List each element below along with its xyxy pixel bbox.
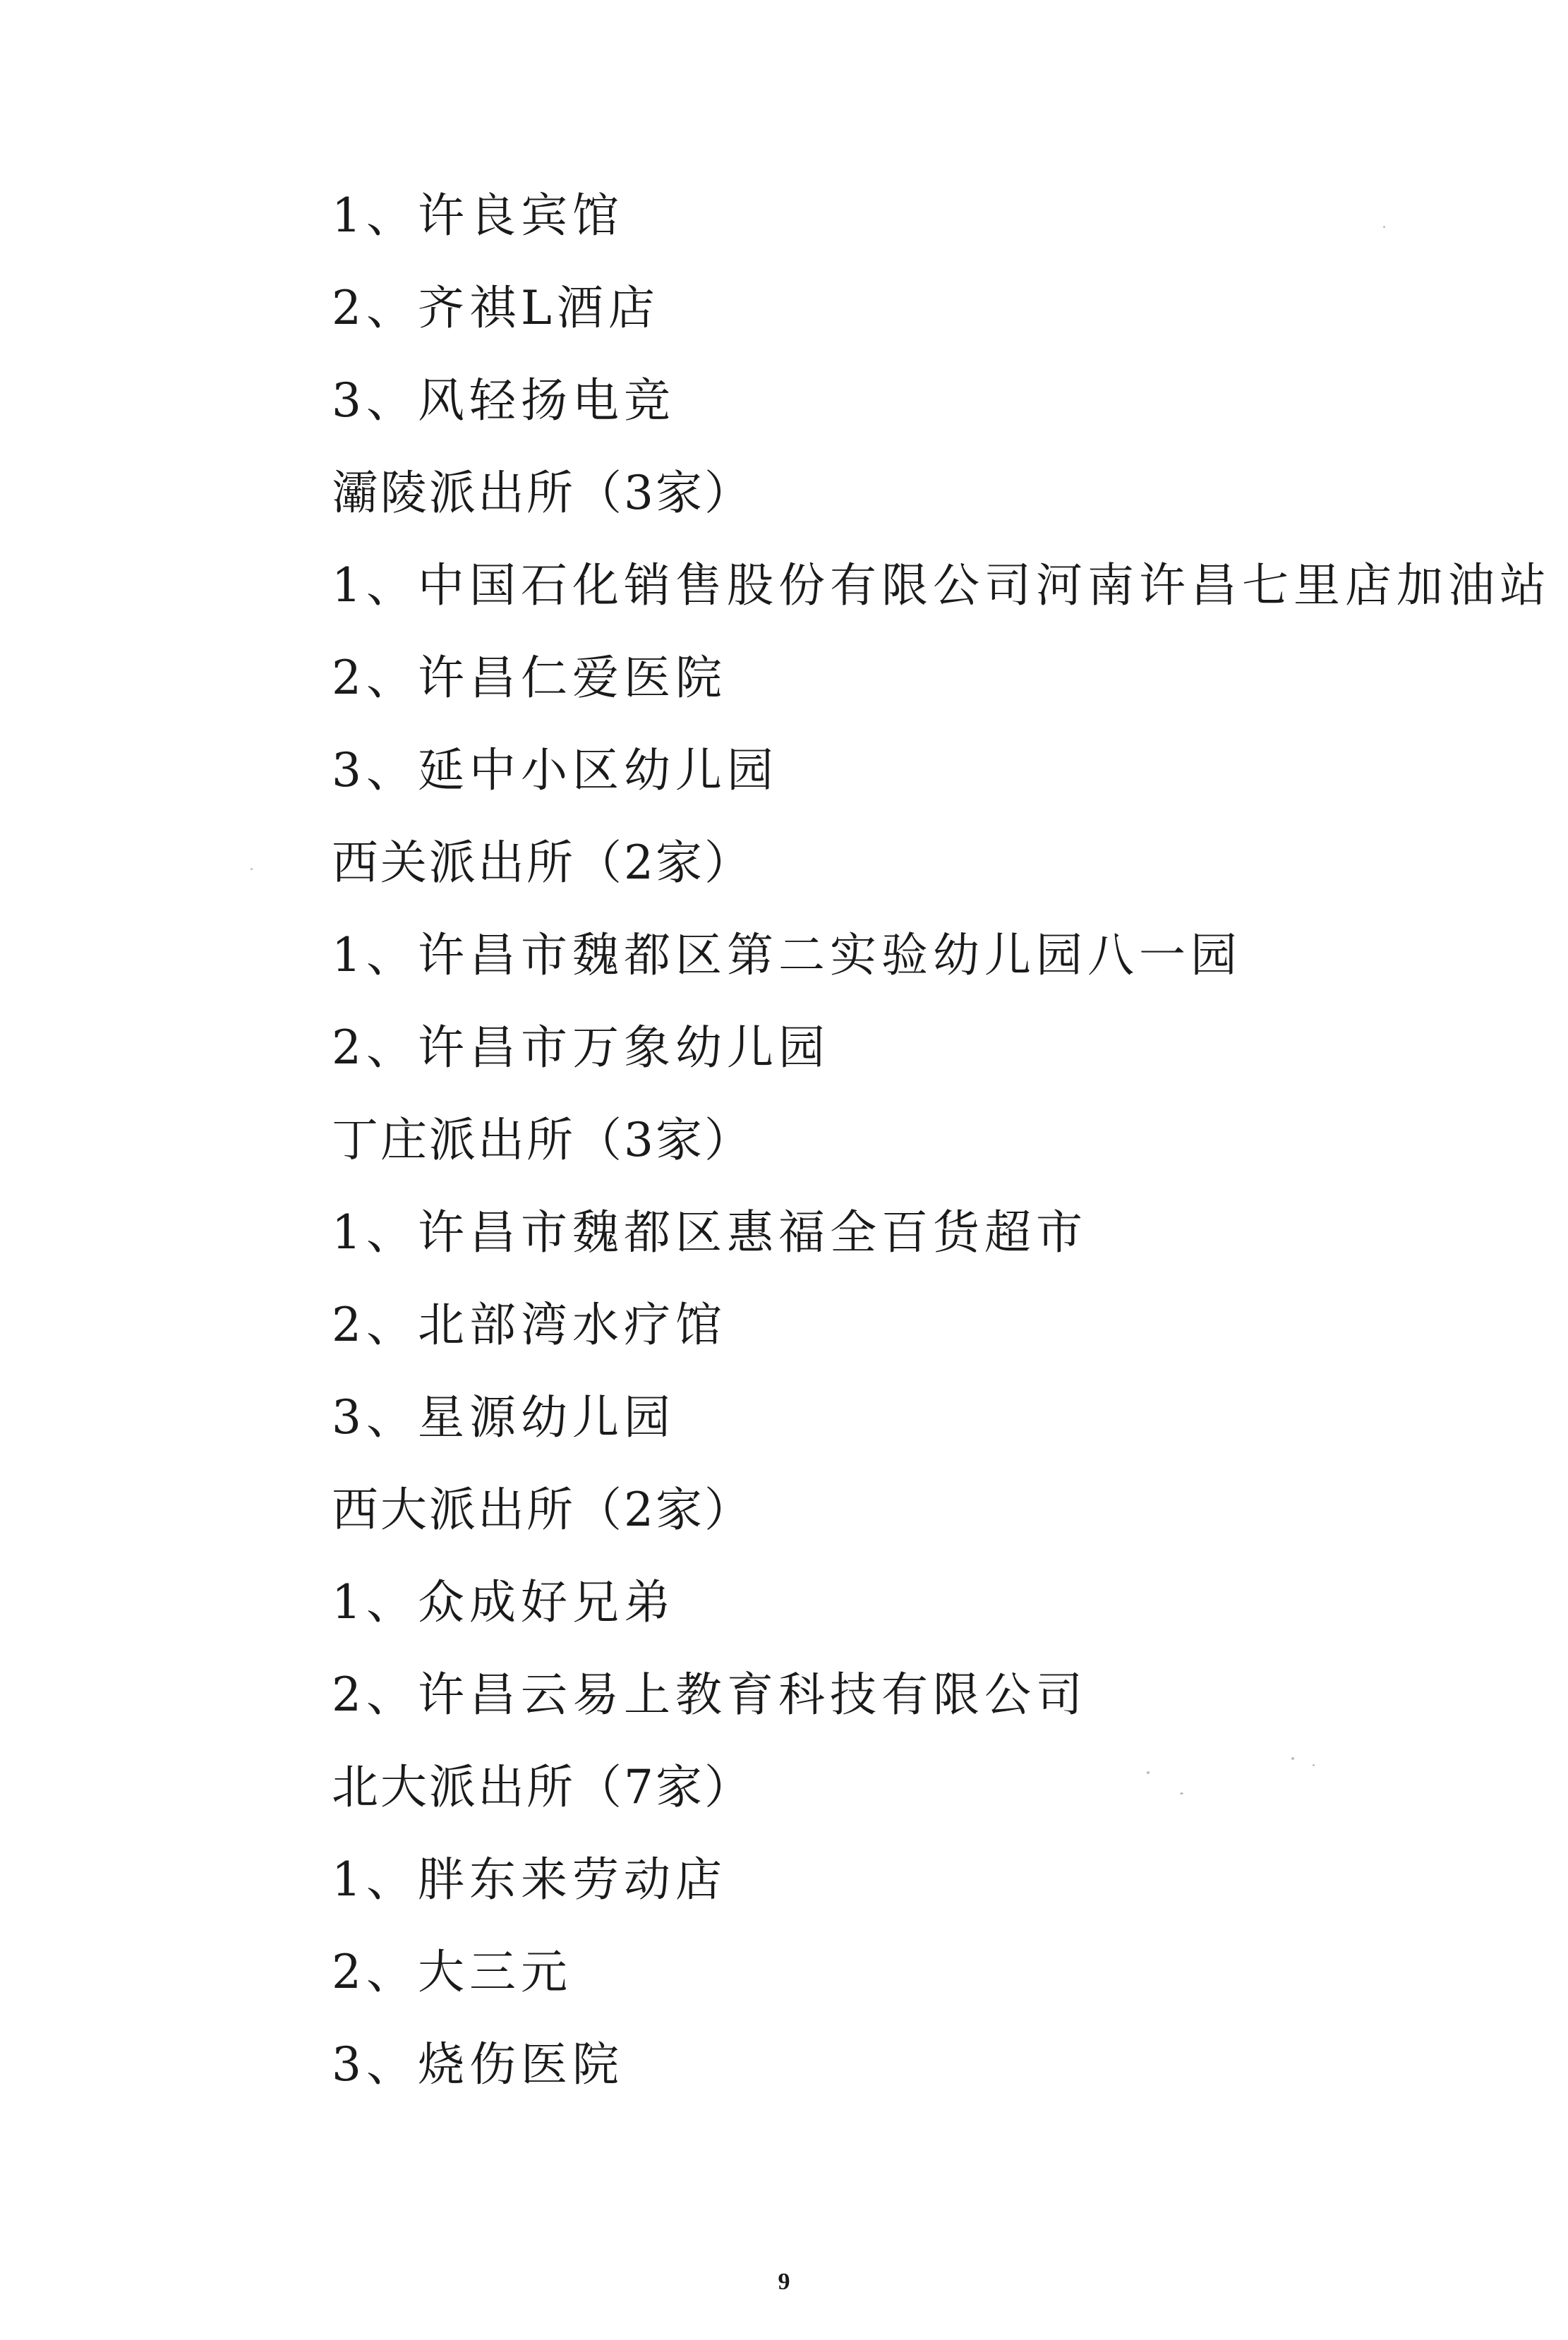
scan-speck	[1313, 1764, 1315, 1766]
list-item: 2、许昌市万象幼儿园	[332, 1020, 830, 1075]
scan-speck	[1383, 226, 1385, 228]
section-heading: 西关派出所（2家）	[332, 836, 753, 890]
list-item: 3、星源幼儿园	[332, 1390, 675, 1445]
section-heading: 丁庄派出所（3家）	[332, 1113, 753, 1167]
list-item: 1、众成好兄弟	[332, 1575, 675, 1629]
section-heading: 灞陵派出所（3家）	[332, 466, 753, 520]
list-item: 1、许昌市魏都区惠福全百货超市	[332, 1205, 1087, 1260]
section-heading: 西大派出所（2家）	[332, 1483, 753, 1537]
list-item: 3、烧伤医院	[332, 2037, 624, 2092]
list-item: 2、北部湾水疗馆	[332, 1298, 727, 1352]
list-item: 1、胖东来劳动店	[332, 1852, 727, 1907]
document-body	[332, 169, 1551, 2111]
scan-speck	[251, 868, 253, 870]
scan-speck	[1180, 1792, 1183, 1795]
list-item: 1、许良宾馆	[332, 188, 624, 243]
list-item: 1、中国石化销售股份有限公司河南许昌七里店加油站	[332, 558, 1551, 613]
section-heading: 北大派出所（7家）	[332, 1760, 753, 1814]
list-item: 3、延中小区幼儿园	[332, 743, 778, 797]
list-item: 2、齐祺L酒店	[332, 281, 660, 335]
scan-speck	[1147, 1771, 1150, 1774]
page-number: 9	[778, 2269, 790, 2295]
list-item: 2、许昌云易上教育科技有限公司	[332, 1667, 1087, 1722]
list-item: 2、许昌仁爱医院	[332, 651, 727, 705]
list-item: 1、许昌市魏都区第二实验幼儿园八一园	[332, 928, 1242, 982]
list-item: 3、风轻扬电竞	[332, 373, 675, 428]
list-item: 2、大三元	[332, 1945, 572, 1999]
scan-speck	[1291, 1757, 1294, 1760]
